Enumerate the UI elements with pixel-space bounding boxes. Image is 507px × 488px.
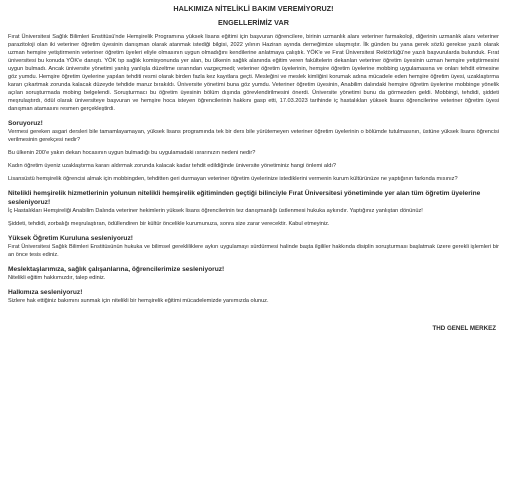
section-heading-yok: Yüksek Öğretim Kuruluna sesleniyoruz! <box>8 235 133 242</box>
body-paragraph: Fırat Üniversitesi Sağlık Bilimleri Enstitüsünün hukuka ve bilimsel gerekliliklere aykırı uygulamayı sürdürmesi halinde başta ilgililer hakkında disiplin soruşturması başlatmak üzere gerekli işlemleri bir an önce tesis ediniz. <box>8 244 499 258</box>
body-paragraph: Şiddeti, tehdidi, zorbalığı meşrulaştıran, ödüllendiren bir kültür öncelikle kurumunuza, sonra size zarar verecektir. Kabul etmeyiniz. <box>8 221 330 227</box>
body-paragraph: Nitelikli eğitim hakkımızdır, talep ediniz. <box>8 275 106 281</box>
section-heading-faculty: Nitelikli hemşirelik hizmetlerinin yolunun nitelikli hemşirelik eğitiminden geçtiği bilinciyle Fırat Üniversitesi yönetiminde yer alan tüm öğretim üyelerine sesleniyoruz! <box>8 190 481 206</box>
question-paragraph: Lisansüstü hemşirelik öğrencisi almak için mobbingden, tehditten geri durmayan veteriner öğretim üyelerinize istediklerini vermenin kurum kültürünüze ne yaptığının farkında mısınız? <box>8 176 458 182</box>
intro-paragraph: Fırat Üniversitesi Sağlık Bilimleri Enstitüsü'nde Hemşirelik Programına yüksek lisans eğitimi için başvuran öğrencilere, birinin uzmanlık alanı veteriner farmakoloji, diğerinin uzmanlık alanı veteriner parazitoloji olan iki veteriner öğretim üyesinin danışman olarak atanmak istediği bilgisi, 2022 yılının Haziran ayında derneğimize ulaşmıştır. İlk günden bu yana gerek sözlü gerekse yazılı olarak uzman hemşire yetiştirmenin veteriner öğretim üyeleri eliyle olmasının uygun olmadığını kendilerine anlatmaya çalıştık. YÖK'e ve Fırat Üniversitesi Rektörlüğü'ne yazılı başvurularda bulunduk. Fırat üniversitesi bu konuda YÖK'e danıştı. YÖK tıp sağlık komisyonunda yer alan, bu ülkenin sağlık alanında eğitim veren fakültelerin dekanları veteriner öğretim üyesinin uzman hemşire yetiştirmesini uygun bulmadı. Ancak üniversite yönetimi yanlış yanlışla düzeltme ısrarından vazgeçmedi; veteriner öğretim üyelerinin, hemşire öğretim üyelerine mobbing uygulamasına ve onları tehdit etmesine göz yumdu. Hemşire öğretim üyelerine yapılan tehditi resmi olarak birden fazla kez kayıtlara geçti. Mesleğini ve meslek kimliğini korumak adına mücadele eden hemşire öğretim üyesi, uzaklaştırma kararı çıkartmak zorunda kalacak düzeyde tehdide maruz bırakıldı. Üniversite yönetimi buna göz yumdu. Veteriner öğretim üyesinin, Anabilim dalındaki hemşire öğretim üyelerine mobbinge yönelik açılan soruşturmada mobing belgelendi. Soruşturmacı bu öğretim üyesinin bölüm dışında görevlendirilmesini önerdi. Üniversite yönetimi bunu da görmezden geldi. Mobbingi, tehdidi, şiddeti meşrulaştırdı, ödül olarak üniversiteye başvuran ve hemşire hoca isteyen öğrencilerinin hakkını gasp etti, 17.03.2023 tarihinde iç hastalıkları yüksek lisans öğrencilerine veteriner öğretim üyesi danışman atamasını resmen gerçekleştirdi. <box>8 34 499 112</box>
question-paragraph: Bu ülkenin 200'e yakın dekan hocasının uygun bulmadığı bu uygulamadaki ısrarınızın nedeni nedir? <box>8 150 256 156</box>
body-paragraph: Sizlere hak ettiğiniz bakımını sunmak için nitelikli bir hemşirelik eğitimi mücadelemizde yanımızda olunuz. <box>8 298 269 304</box>
question-paragraph: Vermesi gereken asgari dersleri bile tamamlayamayan, yüksek lisans programında tek bir ders bile yürütemeyen veteriner öğretim üyelerinin o bölümde tutulmasının, üstüne yüksek lisans öğrencisi verilmesinin gerekçesi nedir? <box>8 129 499 143</box>
section-heading-public: Halkımıza sesleniyoruz! <box>8 289 83 296</box>
document-title: HALKIMIZA NİTELİKLİ BAKIM VEREMİYORUZ! <box>173 4 334 13</box>
question-paragraph: Kadın öğretim üyeniz uzaklaştırma kararı aldırmak zorunda kalacak kadar tehdit edildiğinde üniversite yönetiminiz hangi önlemi aldı? <box>8 163 337 169</box>
signature: THD GENEL MERKEZ <box>432 325 496 332</box>
document-subtitle: ENGELLERİMİZ VAR <box>218 18 289 27</box>
document-page <box>0 4 507 488</box>
section-heading-colleagues: Meslektaşlarımıza, sağlık çalışanlarına, öğrencilerimize sesleniyoruz! <box>8 266 225 273</box>
section-heading-soruyoruz: Soruyoruz! <box>8 120 43 127</box>
body-paragraph: İç Hastalıkları Hemşireliği Anabilim Dalında veteriner hekimlerin yüksek lisans öğrencilerinin tez danışmanlığı üstlenmesi hukuka aykırıdır. Yaptığınız yanlıştan dönünüz! <box>8 208 423 214</box>
